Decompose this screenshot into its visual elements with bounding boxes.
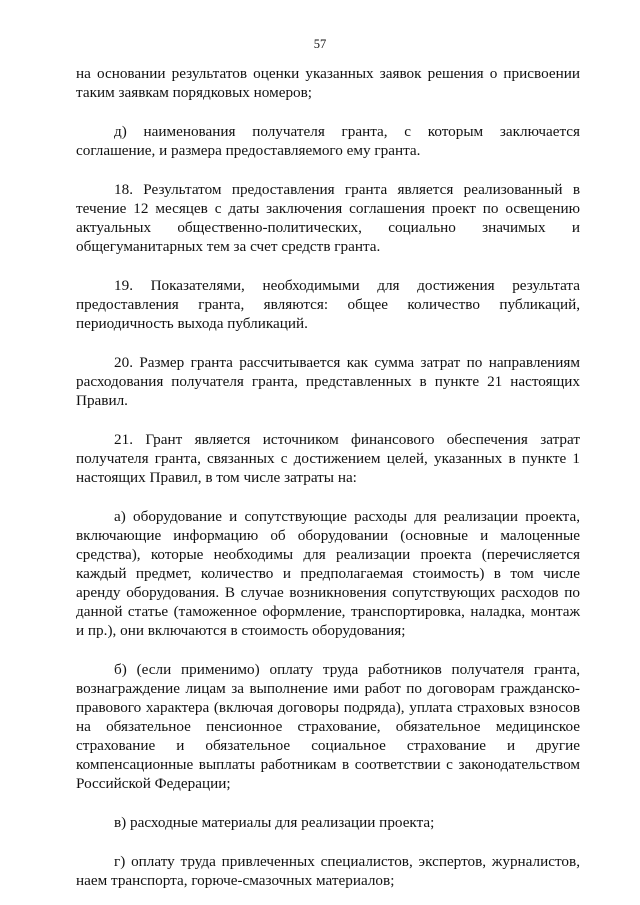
paragraph-v: в) расходные материалы для реализации проекта; xyxy=(114,814,435,831)
paragraph-a: а) оборудование и сопутствующие расходы для реализации проекта, включающие информацию об оборудовании (основные и малоценные средства), которые необходимы для реализации проекта (перечисляется каждый предмет, количество и предполагаемая стоимость) в том числе аренду оборудования. В случае возникновения сопутствующих расходов по данной статье (таможенное оформление, транспортировка, наладка, монтаж и пр.), они включаются в стоимость оборудования; xyxy=(76,508,580,639)
paragraph-g: г) оплату труда привлеченных специалистов, экспертов, журналистов, наем транспорта, горюче-смазочных материалов; xyxy=(76,853,580,889)
paragraph-b: б) (если применимо) оплату труда работников получателя гранта, вознаграждение лицам за выполнение ими работ по договорам гражданско-правового характера (включая договоры подряда), уплата страховых взносов на обязательное пенсионное страхование, обязательное медицинское страхование и обязательное социальное страхование и другие компенсационные выплаты работникам в соответствии с законодательством Российской Федерации; xyxy=(76,661,580,792)
paragraph-20: 20. Размер гранта рассчитывается как сумма затрат по направлениям расходования получателя гранта, представленных в пункте 21 настоящих Правил. xyxy=(76,354,580,409)
paragraph-d: д) наименования получателя гранта, с которым заключается соглашение, и размера предоставляемого ему гранта. xyxy=(76,123,580,159)
paragraph-continuation: на основании результатов оценки указанных заявок решения о присвоении таким заявкам порядковых номеров; xyxy=(76,65,580,101)
document-body xyxy=(76,64,580,890)
paragraph-18: 18. Результатом предоставления гранта является реализованный в течение 12 месяцев с даты заключения соглашения проект по освещению актуальных общественно-политических, социально значимых и общегуманитарных тем за счет средств гранта. xyxy=(76,181,580,255)
page-number: 57 xyxy=(313,37,327,51)
paragraph-21: 21. Грант является источником финансового обеспечения затрат получателя гранта, связанных с достижением целей, указанных в пункте 1 настоящих Правил, в том числе затраты на: xyxy=(76,431,580,486)
paragraph-19: 19. Показателями, необходимыми для достижения результата предоставления гранта, являются: общее количество публикаций, периодичность выхода публикаций. xyxy=(76,277,580,332)
